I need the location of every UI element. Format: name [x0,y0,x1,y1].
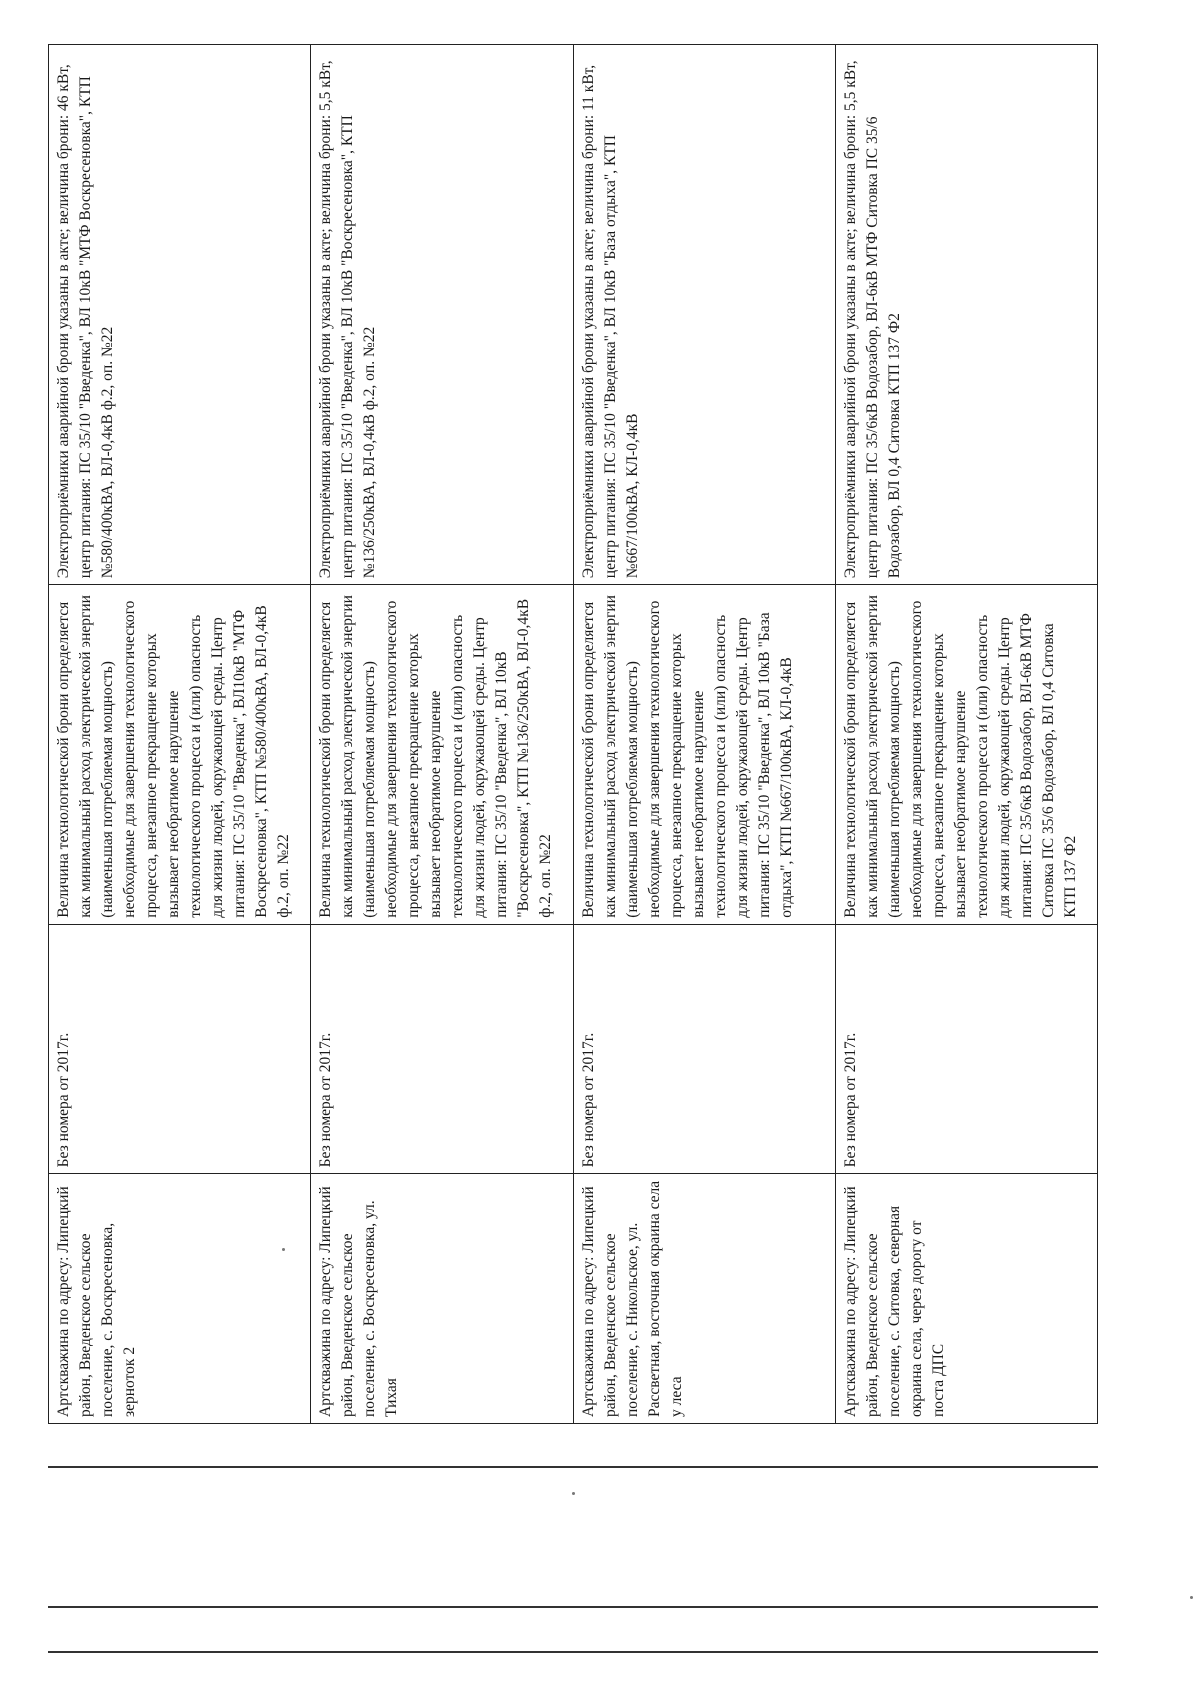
table-row [836,45,1097,1423]
table-row [311,45,573,1423]
document-cell: Без номера от 2017г. [574,924,835,1174]
table-row [574,45,836,1423]
scan-speck [572,1492,575,1495]
tech-reserve-cell: Величина технологической брони определяется как минимальный расход электрической энергии (наименьшая потребляемая мощность) необходимые для завершения технологического процесса, внезапное прекращение которых вызывает необратимое нарушение технологического процесса и (или) опасность для жизни людей, окружающей среды. Центр питания: ПС 35/10 "Введенка", ВЛ 10кВ "База отдыха", КТП №667/100кВА, КЛ-0,4кВ [574,584,835,924]
table-rule [48,1606,1098,1608]
location-cell: Артскважина по адресу: Липецкий район, Введенское сельское поселение, с. Воскресеновка, зерноток 2 [49,1173,310,1423]
emergency-reserve-cell: Электроприёмники аварийной брони указаны в акте; величина брони: 11 кВт, центр питания: ПС 35/10 "Введенка", ВЛ 10кВ "База отдыха", КТП №667/100кВА, КЛ-0,4кВ [579,60,641,579]
document-cell: Без номера от 2017г. [836,924,1097,1174]
location-cell: Артскважина по адресу: Липецкий район, Введенское сельское поселение, с. Ситовка, северная окраина села, через дорогу от поста ДПС [836,1173,1097,1423]
scan-speck [282,1248,285,1251]
document-cell: Без номера от 2017г. [49,924,310,1174]
scan-speck [1190,1596,1193,1599]
table-rule [48,1466,1098,1468]
emergency-reserve-cell: Электроприёмники аварийной брони указаны в акте; величина брони: 46 кВт, центр питания: ПС 35/10 "Введенка", ВЛ 10кВ "МТФ Воскресеновка", КТП №580/400кВА, ВЛ-0,4кВ ф.2, оп. №22 [55,60,116,579]
document-cell: Без номера от 2017г. [311,924,572,1174]
table-rule [48,1651,1098,1653]
tech-reserve-cell: Величина технологической брони определяется как минимальный расход электрической энергии (наименьшая потребляемая мощность) необходимые для завершения технологического процесса, внезапное прекращение которых вызывает необратимое нарушение технологического процесса и (или) опасность для жизни людей, окружающей среды. Центр питания: ПС 35/10 "Введенка", ВЛ 10кВ "Воскресеновка", КТП №136/250кВА, ВЛ-0,4кВ ф.2, оп. №22 [311,584,572,924]
location-cell: Артскважина по адресу: Липецкий район, Введенское сельское поселение, с. Никольское, ул. Рассветная, восточная окраина села у леса [574,1173,835,1423]
emergency-reserve-cell: Электроприёмники аварийной брони указаны в акте; величина брони: 5,5 кВт, центр питания: ПС 35/10 "Введенка", ВЛ 10кВ "Воскресеновка", КТП №136/250кВА, ВЛ-0,4кВ ф.2, оп. №22 [317,56,379,579]
tech-reserve-cell: Величина технологической брони определяется как минимальный расход электрической энергии (наименьшая потребляемая мощность) необходимые для завершения технологического процесса, внезапное прекращение которых вызывает необратимое нарушение технологического процесса и (или) опасность для жизни людей, окружающей среды. Центр питания: ПС 35/6кВ Водозабор, ВЛ-6кВ МТФ Ситовка ПС 35/6 Водозабор, ВЛ 0,4 Ситовка КТП 137 Ф2 [836,584,1097,924]
rotated-table [48,44,1098,1424]
tech-reserve-cell: Величина технологической брони определяется как минимальный расход электрической энергии (наименьшая потребляемая мощность) необходимые для завершения технологического процесса, внезапное прекращение которых вызывает необратимое нарушение технологического процесса и (или) опасность для жизни людей, окружающей среды. Центр питания: ПС 35/10 "Введенка", ВЛ10кВ "МТФ Воскресеновка", КТП №580/400кВА, ВЛ-0,4кВ ф.2, оп. №22 [49,584,310,924]
table-row [49,45,311,1423]
location-cell: Артскважина по адресу: Липецкий район, Введенское сельское поселение, с. Воскресеновка, ул. Тихая [311,1173,572,1423]
emergency-reserve-cell: Электроприёмники аварийной брони указаны в акте; величина брони: 5,5 кВт, центр питания: ПС 35/6кВ Водозабор, ВЛ-6кВ МТФ Ситовка ПС 35/6 Водозабор, ВЛ 0,4 Ситовка КТП 137 Ф2 [841,56,903,579]
